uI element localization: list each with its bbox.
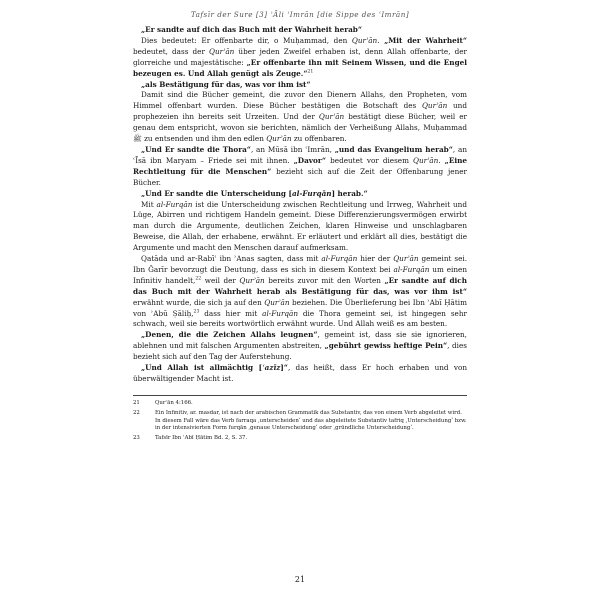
italic-term: Qurʾān [413,155,439,165]
paragraph-1 [133,25,467,36]
running-header: Tafsīr der Sure [3] ʾĀli ʿImrān [die Sippe des ʿImrān] [190,10,410,19]
italic-term: Qurʾān [318,112,345,122]
text-run: , an Mūsā ibn ʿImrān, [250,144,335,154]
text-run: Damit sind die Bücher gemeint, die zuvor den Dienern Allahs, den Propheten, vom Himmel offenbart wurden. Diese Bücher bestätigen die Botschaft des [133,90,467,111]
text-run: die Thora gemeint sei, ist hingegen sehr schwach, weil sie bereits wortwörtlich erwähnt wurde. Und Allah weiß es am besten. [133,308,467,329]
footnote-ref[interactable]: 23 [193,309,200,315]
text-run: , an ʿĪsā ibn Maryam – Friede sei mit ihnen. [133,144,467,165]
italic-term: Qurʾān [209,46,235,56]
paragraph-10 [133,363,467,385]
italic-term: Qurʾān [264,297,290,307]
paragraph-4 [133,90,467,145]
text-run: beziehen. Die Überlieferung bei Ibn ʾAbī Ḥātim von ʾAbū Ṣāliḥ, [133,297,467,318]
footnote-ref[interactable]: 22 [195,276,202,282]
verse-quote: „und das Evangelium herab“ [334,144,453,154]
footnote-number: 22 [133,410,140,417]
verse-quote: „Er offenbarte ihn mit Seinem Wissen, und die Engel bezeugen es. Und Allah genügt als Zeuge.“ [133,57,468,78]
paragraph-2 [133,36,467,80]
page-number: 21 [294,575,306,584]
verse-quote: „Denen, die die Zeichen Allahs leugnen“ [141,330,318,340]
text-run: gemeint sei. Ibn Ǧarīr bevorzugt die Deutung, dass es sich in diesem Kontext bei [133,254,467,274]
italic-term: al-Furqān [156,199,193,209]
paragraph-5 [133,145,467,189]
italic-term: al-Furqān [321,254,358,264]
italic-term: Qurʾān [421,101,448,111]
italic-term: al-Furqān [262,308,299,318]
text-run: , das heißt, dass Er hoch erhaben und von überwältigender Macht ist. [133,363,467,383]
verse-quote: „Und Allah ist allmächtig [ [141,363,263,373]
text-run: zu offenbaren. [291,134,347,144]
italic-term: al-Furqān [393,264,430,274]
footnote-text: Ein Infinitiv, ar. masdar, ist nach der arabischen Grammatik das Substantiv, das von einem Verb abgeleitet wird. In diesem Fall wäre das Verb farraqa ‚unterscheiden‘ und das abgeleitete Substantiv tafriq ‚Unterscheidung‘ bzw. in der intensivierten Form furqān ‚genaue Unterscheidung‘ oder ‚gründliche Unterscheidung‘. [155,410,467,431]
text-run: bedeutet vor diesem [326,155,413,165]
text-run: bereits zuvor mit den Worten [264,275,385,285]
main-text [133,25,467,385]
footnote [133,410,467,432]
text-run: über jeden Zweifel erhaben ist, denn Allah offenbarte, der glorreiche und majestätische: [133,46,467,67]
paragraph-8 [133,254,467,330]
italic-term: Qurʾān [266,134,292,144]
footnotes [133,395,467,442]
verse-quote: „Und Er sandte die Thora“ [141,144,251,154]
footnote-ref[interactable]: 21 [307,69,314,75]
verse-quote: ]“ [280,363,288,373]
italic-term: ʿazīz [262,363,281,373]
text-run: Qatāda und ar-Rabīʿ ibn ʾAnas sagten, dass mit [141,254,322,264]
verse-quote: „Davor“ [293,155,327,165]
text-run: , dies bezieht sich auf den Tag der Auferstehung. [133,341,467,362]
text-run: bestätigt diese Bücher, weil er genau dem entspricht, wovon sie berichten, nämlich der Verheißung Allahs, Muḥammad ﷺ zu entsenden und ihm den edlen [133,112,467,144]
footnote [133,400,467,407]
text-run: und prophezeien ihn bereits seit Urzeiten. Und der [133,101,467,122]
paragraph-9 [133,330,467,363]
text-run: weil der [201,275,240,285]
italic-term: Qurʾān [239,275,265,285]
verse-quote: „gebührt gewiss heftige Pein“ [324,341,448,351]
italic-term: al-Furqān [291,188,332,198]
text-run: bezieht sich auf die Zeit der Offenbarung jener Bücher. [133,166,467,187]
footnote-number: 23 [133,435,140,442]
verse-quote: ] herab.“ [331,188,368,198]
text-run: bedeutet, dass der [133,46,210,56]
text-run: , gemeint ist, dass sie sie ignorieren, ablehnen und mit falschen Argumenten abstreiten, [133,330,467,351]
verse-quote: „als Bestätigung für das, was vor ihm ist“ [141,79,311,89]
paragraph-3 [133,80,467,91]
footnote [133,435,467,442]
paragraph-6 [133,189,467,200]
verse-quote: „Eine Rechtleitung für die Menschen“ [133,155,468,176]
verse-quote: „Er sandte auf dich das Buch mit der Wahrheit herab als Bestätigung für das, was vor ihm ist“ [133,275,467,296]
text-run: dass hier mit [199,308,263,318]
text-run: ist die Unterscheidung zwischen Rechtleitung und Irrweg, Wahrheit und Lüge, Abirren und richtigem Handeln gemeint. Diese Differenzierungsvermögen erwirbt man durch die Argumente, deutlichen Zeichen, klaren Hinweise und unschlagbaren Beweise, die Allah, der erhabene, erwähnt. Er erläutert und erklärt all dies, bestätigt die Argumente und macht den Menschen darauf aufmerksam. [133,199,467,253]
text-run: . [438,155,445,165]
footnote-text: Qurʾān 4:166. [155,399,193,406]
text-run: erwähnt wurde, die sich ja auf den [133,297,265,307]
verse-quote: „Und Er sandte die Unterscheidung [ [141,188,292,198]
paragraph-7 [133,200,467,255]
text-run: hier der [357,254,394,264]
italic-term: Qurʾān [393,254,419,264]
italic-term: Qurʾān [351,35,378,45]
footnote-text: Tafsīr Ibn ʾAbī Ḥātim Bd. 2, S. 37. [155,435,248,442]
verse-quote: „Mit der Wahrheit“ [384,35,468,45]
text-run: um einen Infinitiv handelt, [133,264,467,285]
verse-quote: „Er sandte auf dich das Buch mit der Wahrheit herab“ [141,25,363,34]
text-run: . [377,35,385,45]
text-run: Dies bedeutet: Er offenbarte dir, o Muḥammad, den [141,35,352,45]
text-run: Mit [141,199,157,209]
footnote-number: 21 [133,399,140,406]
